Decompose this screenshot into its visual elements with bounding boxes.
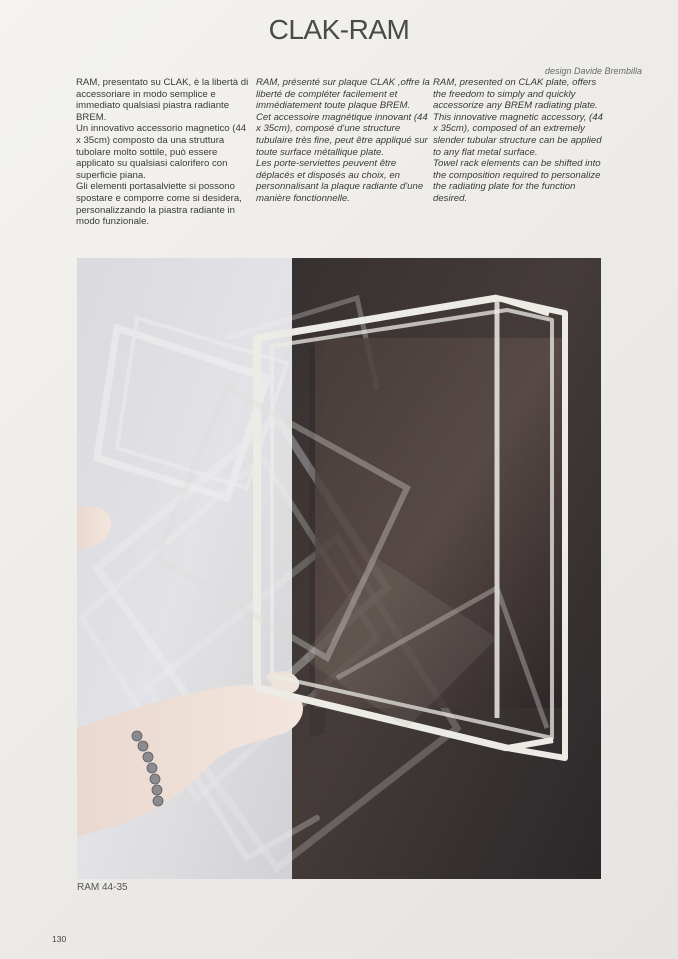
french-description <box>256 77 432 205</box>
french-paragraph: Cet accessoire magnétique innovant (44 x 35cm), composé d'une structure tubulaire très fine, peut être appliqué sur toute surface métallique plate. <box>256 111 428 158</box>
english-description <box>433 77 609 205</box>
product-photo-illustration <box>77 258 601 879</box>
italian-paragraph: RAM, presentato su CLAK, è la libertà di accessoriare in modo semplice e immediato qualsiasi piastra radiante BREM. <box>76 77 249 123</box>
product-photo <box>77 258 601 879</box>
french-paragraph: RAM, présenté sur plaque CLAK ,offre la liberté de compléter facilement et immédiatement toute plaque BREM. <box>256 77 430 112</box>
english-paragraph: Towel rack elements can be shifted into the composition required to personalize the radiating plate for the function desired. <box>433 158 601 204</box>
italian-description <box>76 77 252 228</box>
french-paragraph: Les porte-serviettes peuvent être déplacés et disposés au choix, en personnalisant la plaque radiante d'une manière fonctionnelle. <box>256 158 424 204</box>
italian-paragraph: Un innovativo accessorio magnetico (44 x 35cm) composto da una struttura tubolare molto sottile, può essere applicato su qualsiasi calorifero con superficie piana. <box>76 123 247 181</box>
english-paragraph: This innovative magnetic accessory, (44 x 35cm), composed of an extremely slender tubular structure can be applied to any flat metal surface. <box>433 111 603 158</box>
page-number: 130 <box>52 934 67 944</box>
english-paragraph: RAM, presented on CLAK plate, offers the freedom to simply and quickly accessorize any BREM radiating plate. <box>433 77 598 112</box>
italian-paragraph: Gli elementi portasalviette si possono spostare e comporre come si desidera, personalizzando la piastra radiante in modo funzionale. <box>76 181 242 228</box>
page-title: CLAK-RAM <box>268 14 410 45</box>
photo-caption: RAM 44-35 <box>77 882 128 893</box>
design-credit: design Davide Brembilla <box>544 66 642 76</box>
